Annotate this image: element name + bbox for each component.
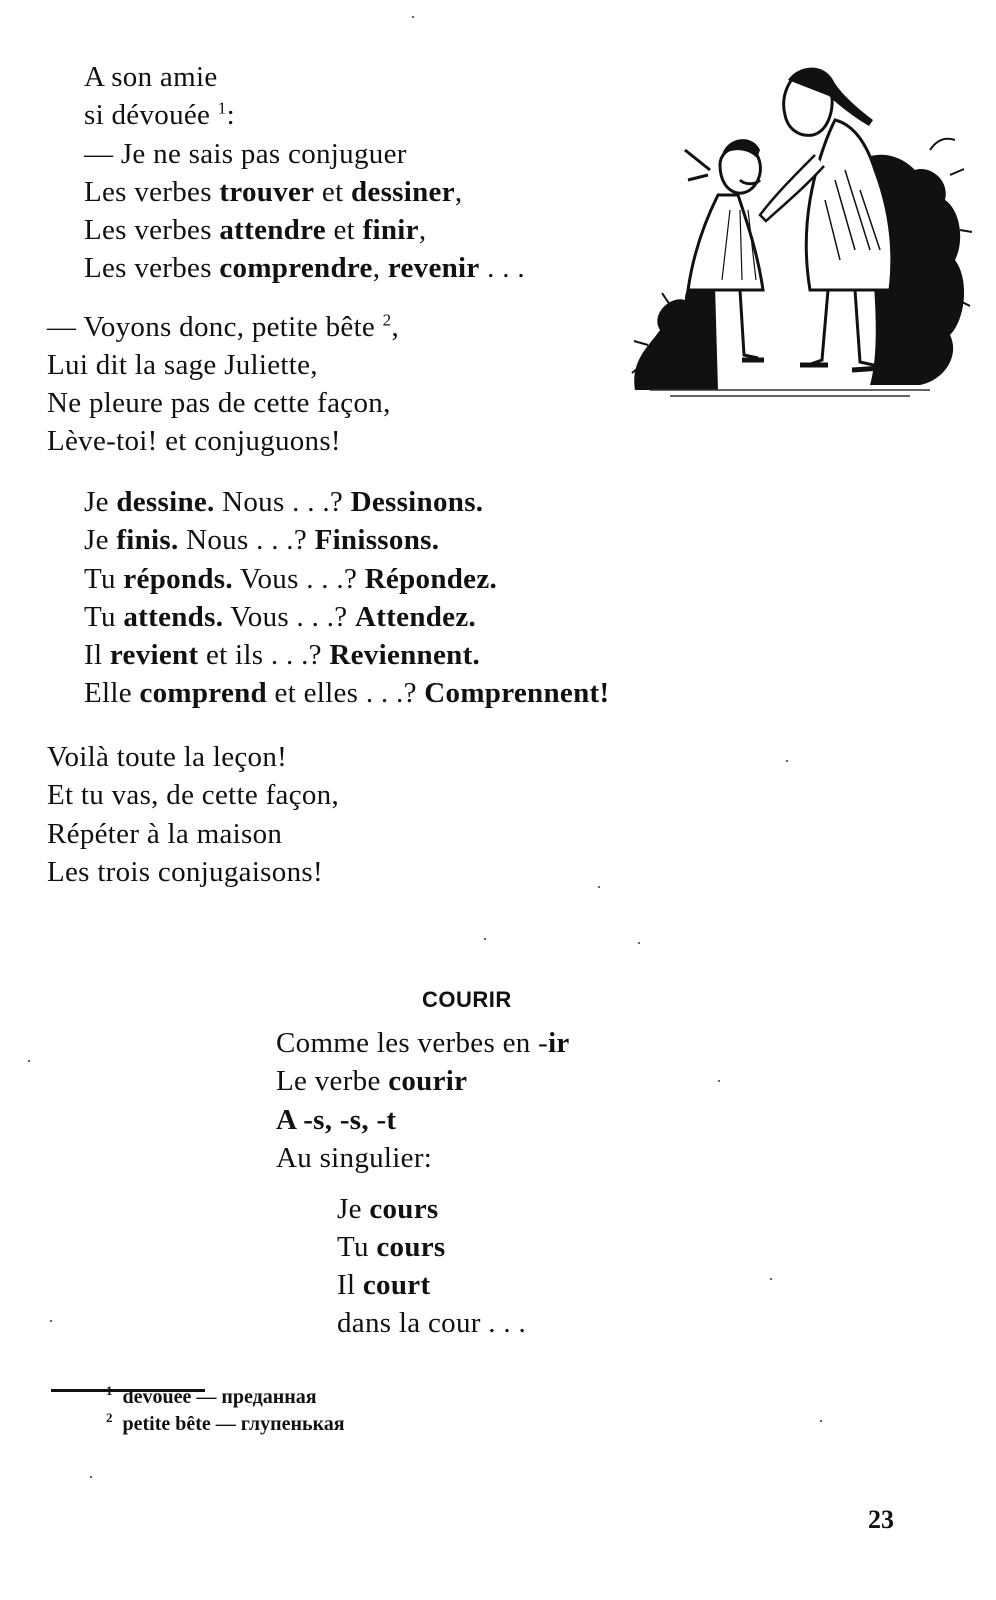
scan-speck [412,16,414,18]
scan-speck [770,1278,772,1280]
poem-line: Au singulier: [276,1142,433,1174]
conjugation-line: Il revient et ils . . .? Reviennent. [84,639,481,671]
poem-line: Ne pleure pas de cette façon, [47,387,391,419]
poem-line: Le verbe courir [276,1065,468,1097]
older-girl-figure [760,68,892,370]
poem-line: Comme les verbes en -ir [276,1027,570,1059]
poem-line: Les verbes attendre et finir, [84,214,427,246]
footnote: $^2$ petite bête — глупенькая [106,1410,345,1435]
poem-line: si dévouée $^1$: [84,98,235,131]
poem-line: A son amie [84,61,218,93]
poem-line: Il court [337,1269,431,1301]
section-title: COURIR [422,987,512,1012]
conjugation-line: Je dessine. Nous . . .? Dessinons. [84,486,484,518]
conjugation-line: Je finis. Nous . . .? Finissons. [84,524,440,556]
conjugation-line: Elle comprend et elles . . .? Comprennent! [84,677,610,709]
scan-speck [484,938,486,940]
poem-line: Lève-toi! et conjuguons! [47,425,341,457]
page-number: 23 [868,1505,894,1534]
illustration-girls [630,60,975,420]
scan-speck [820,1420,822,1422]
poem-line: — Voyons donc, petite bête $^2$, [47,310,400,343]
poem-line: dans la cour . . . [337,1307,527,1339]
conjugation-line: Tu réponds. Vous . . .? Répondez. [84,563,498,595]
footnote: $^1$ dévouée — преданная [106,1383,317,1408]
poem-line: Et tu vas, de cette façon, [47,779,340,811]
scan-speck [638,942,640,944]
footnote-ref: 1 [217,98,227,118]
scan-speck [718,1080,720,1082]
poem-line: — Je ne sais pas conjuguer [84,138,407,170]
poem-line: Répéter à la maison [47,818,283,850]
poem-line: Voilà toute la leçon! [47,741,288,773]
scan-speck [786,760,788,762]
bush-left [634,280,718,390]
poem-line: Je cours [337,1193,439,1225]
poem-line: Les verbes trouver et dessiner, [84,176,463,208]
scan-speck [90,1476,92,1478]
poem-line: Lui dit la sage Juliette, [47,349,318,381]
poem-line: Les verbes comprendre, revenir . . . [84,252,525,284]
poem-line: Les trois conjugaisons! [47,856,323,888]
poem-line: A -s, -s, -t [276,1104,397,1136]
scan-speck [50,1320,52,1322]
poem-line: Tu cours [337,1231,446,1263]
scan-speck [598,886,600,888]
conjugation-line: Tu attends. Vous . . .? Attendez. [84,601,477,633]
footnote-ref: 2 [382,310,392,330]
scan-speck [28,1060,30,1062]
